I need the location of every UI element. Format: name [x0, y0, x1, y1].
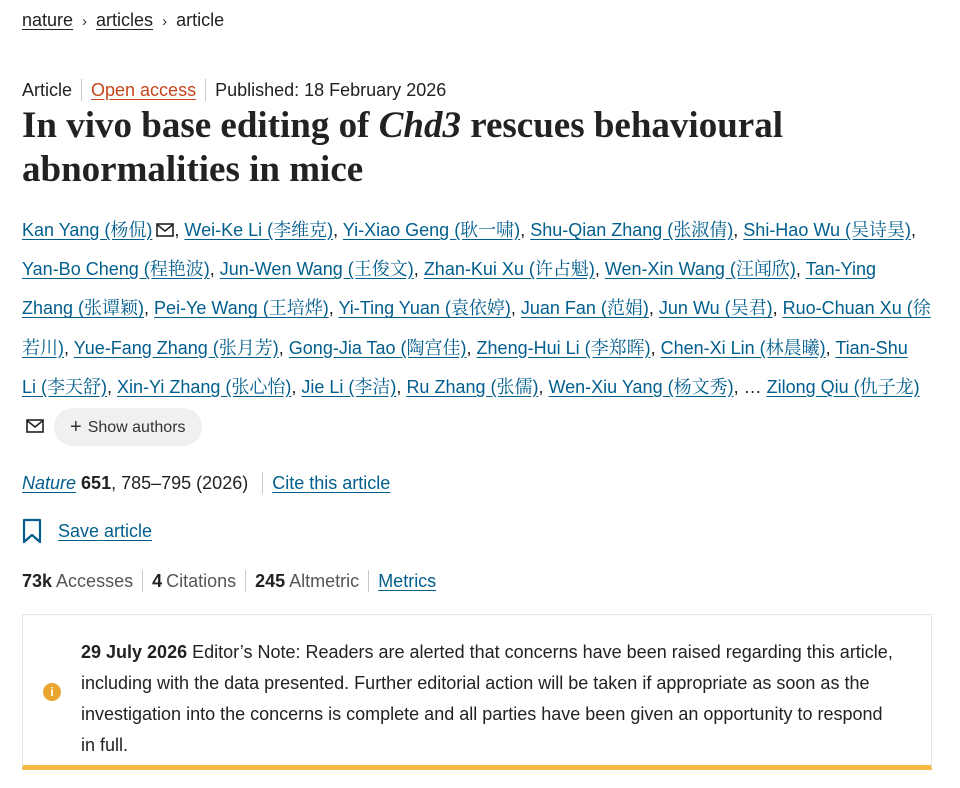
divider — [142, 570, 143, 592]
cite-article-link[interactable]: Cite this article — [272, 473, 391, 493]
author-link[interactable]: Jun-Wen Wang (王俊文) — [219, 259, 414, 280]
divider — [81, 79, 82, 101]
mail-icon[interactable] — [156, 223, 174, 237]
author-link[interactable]: Kan Yang (杨侃) — [22, 220, 153, 240]
editors-note-body: Editor’s Note: Readers are alerted that concerns have been raised regarding this article, including with the data presented. Further editorial action will be taken if appropriate as soon as the investigation into the concerns is complete and all parties have been given an opportunity to respond in full. — [81, 642, 893, 755]
article-metrics — [22, 570, 436, 592]
save-article-link[interactable]: Save article — [58, 521, 153, 541]
journal-citation — [22, 472, 390, 494]
altmetric-value: 245 — [255, 571, 286, 591]
accesses-label: Accesses — [56, 571, 134, 591]
divider — [205, 79, 206, 101]
published-date: Published: 18 February 2026 — [215, 80, 447, 100]
breadcrumb-link-articles[interactable]: articles — [96, 10, 154, 30]
author-link[interactable]: Yue-Fang Zhang (张月芳) — [73, 337, 279, 358]
author-link[interactable]: Zilong Qiu (仇子龙) — [766, 376, 920, 397]
breadcrumb-current: article — [176, 10, 225, 30]
divider — [368, 570, 369, 592]
breadcrumb-separator: › — [162, 13, 168, 30]
author-link[interactable]: Zhan-Kui Xu (许占魁) — [423, 259, 595, 280]
title-part-2: rescues behavioural abnormalities in mice — [22, 105, 783, 190]
citations-value: 4 — [152, 571, 163, 591]
author-link[interactable]: Wen-Xiu Yang (杨文秀) — [548, 376, 734, 397]
citations-label: Citations — [166, 571, 237, 591]
author-link[interactable]: Juan Fan (范娟) — [520, 298, 649, 319]
title-part-1: In vivo base editing of — [22, 105, 379, 146]
author-list: Kan Yang (杨侃) , Wei-Ke Li (李维克), Yi-Xiao Geng (耿一啸), Shu-Qian Zhang (张淑倩), Shi-Hao Wu (吴诗昊), Yan-Bo Cheng (程艳波), Jun-Wen Wang (王俊文), Zhan-Kui Xu (许占魁), Wen-Xin Wang (汪闻欣), Tan-Ying Zhang (张谭颖), Pei-Ye Wang (王培烨), Yi-Ting Yuan (袁依婷), Juan Fan (范娟), Jun Wu (吴君), Ruo-Chuan Xu (徐若川), Yue-Fang Zhang (张月芳), Gong-Jia Tao (陶宫佳), Zheng-Hui Li (李郑晖), Chen-Xi Lin (林晨曦), Tian-Shu Li (李天舒), Xin-Yi Zhang (张心怡), Jie Li (李洁), Ru Zhang (张儒), Wen-Xiu Yang (杨文秀), … Zilong Qiu (仇子龙)+ Show authors — [22, 211, 934, 446]
author-link[interactable]: Jie Li (李洁) — [301, 376, 397, 397]
journal-name: Nature — [22, 473, 77, 493]
editors-note — [22, 614, 932, 770]
author-link[interactable]: Tan-Ying Zhang (张谭颖) — [22, 259, 876, 319]
breadcrumb — [22, 10, 224, 31]
show-authors-label: Show authors — [87, 419, 186, 437]
author-link[interactable]: Shu-Qian Zhang (张淑倩) — [530, 220, 734, 240]
author-link[interactable]: Wei-Ke Li (李维克) — [184, 220, 334, 240]
author-link[interactable]: Pei-Ye Wang (王培烨) — [154, 298, 329, 319]
author-link[interactable]: Yi-Xiao Geng (耿一啸) — [342, 220, 521, 240]
info-icon: i — [43, 683, 61, 701]
editors-note-date: 29 July 2026 — [81, 642, 188, 662]
metrics-link[interactable]: Metrics — [378, 571, 437, 591]
save-article[interactable] — [22, 518, 152, 544]
article-meta — [22, 79, 446, 101]
accesses-value: 73k — [22, 571, 53, 591]
journal-pages: , 785–795 (2026) — [111, 473, 249, 493]
open-access-link[interactable]: Open access — [91, 80, 197, 100]
mail-icon[interactable] — [26, 419, 44, 433]
journal-volume: 651 — [81, 473, 112, 493]
bookmark-icon — [22, 518, 42, 544]
author-link[interactable]: Chen-Xi Lin (林晨曦) — [660, 337, 826, 358]
editors-note-text — [81, 637, 901, 761]
article-title — [22, 104, 942, 192]
author-link[interactable]: Ru Zhang (张儒) — [406, 376, 539, 397]
author-link[interactable]: Ruo-Chuan Xu (徐若川) — [22, 298, 931, 358]
journal-link[interactable] — [22, 473, 76, 493]
breadcrumb-link-nature[interactable]: nature — [22, 10, 74, 30]
author-link[interactable]: Xin-Yi Zhang (张心怡) — [117, 376, 292, 397]
author-link[interactable]: Tian-Shu Li (李天舒) — [22, 337, 908, 397]
altmetric-label: Altmetric — [289, 571, 360, 591]
author-link[interactable]: Gong-Jia Tao (陶宫佳) — [288, 337, 467, 358]
plus-icon: + — [70, 416, 82, 439]
divider — [245, 570, 246, 592]
author-link[interactable]: Shi-Hao Wu (吴诗昊) — [743, 220, 911, 240]
author-link[interactable]: Yi-Ting Yuan (袁依婷) — [338, 298, 511, 319]
author-link[interactable]: Zheng-Hui Li (李郑晖) — [476, 337, 651, 358]
author-ellipsis: … — [743, 376, 762, 397]
breadcrumb-separator: › — [82, 13, 88, 30]
article-type: Article — [22, 80, 73, 100]
author-link[interactable]: Yan-Bo Cheng (程艳波) — [22, 259, 210, 280]
author-link[interactable]: Jun Wu (吴君) — [658, 298, 773, 319]
author-link[interactable]: Wen-Xin Wang (汪闻欣) — [604, 259, 796, 280]
show-authors-button[interactable] — [54, 408, 202, 446]
title-gene: Chd3 — [378, 105, 461, 146]
divider — [262, 472, 263, 494]
